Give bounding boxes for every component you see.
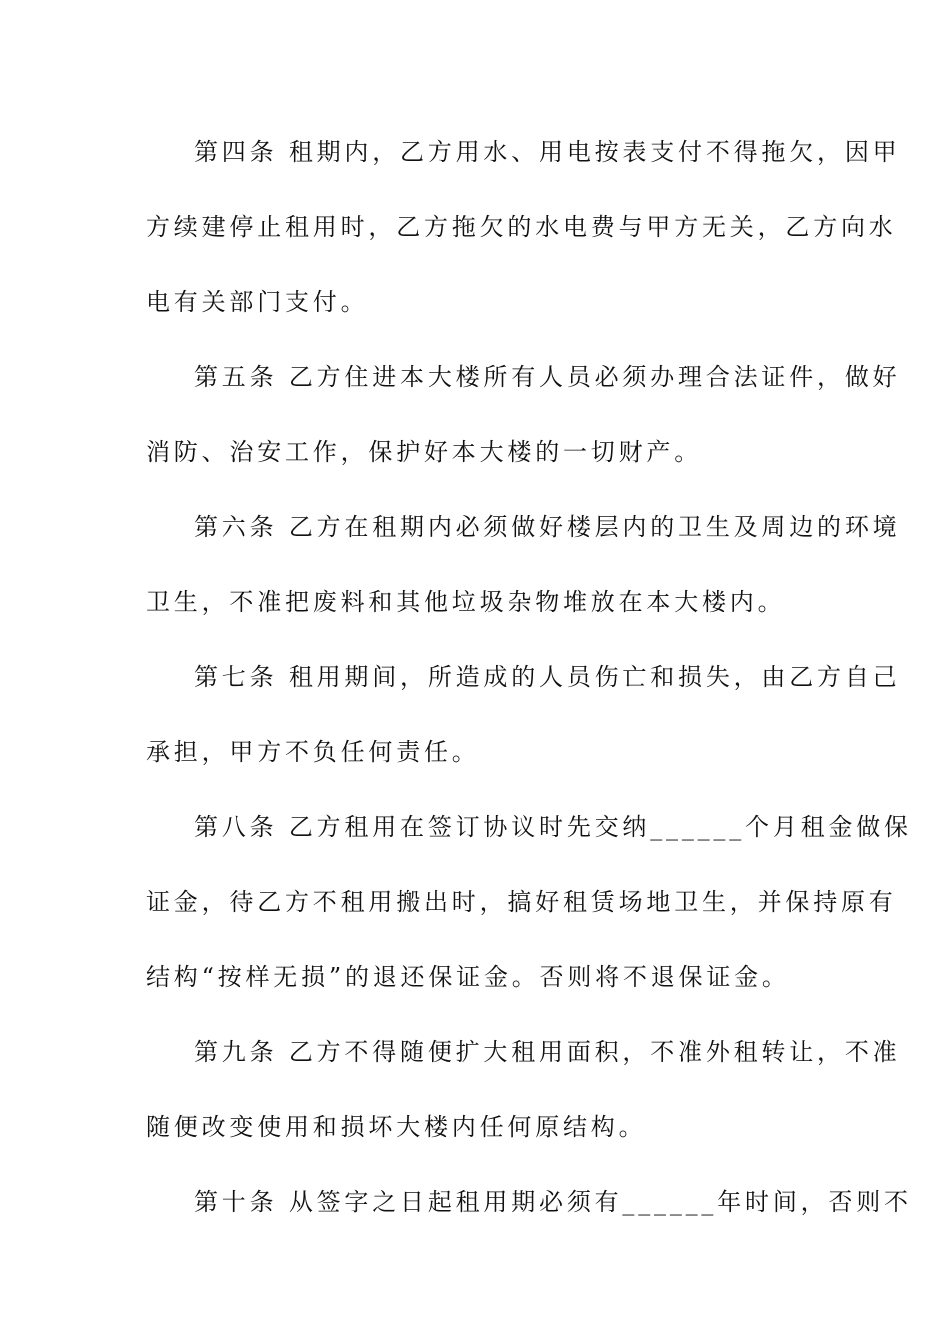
article-6-line-1: 第六条 乙方在租期内必须做好楼层内的卫生及周边的环境	[194, 513, 901, 541]
article-8-line-1: 第八条 乙方租用在签订协议时先交纳______个月租金做保	[194, 813, 912, 841]
article-4-line-3: 电有关部门支付。	[146, 288, 369, 316]
article-8-line-3: 结构“按样无损”的退还保证金。否则将不退保证金。	[146, 963, 790, 991]
article-4-line-2: 方续建停止租用时，乙方拖欠的水电费与甲方无关，乙方向水	[146, 213, 897, 241]
article-4-line-1: 第四条 租期内，乙方用水、用电按表支付不得拖欠，因甲	[194, 138, 901, 166]
article-6-line-2: 卫生，不准把废料和其他垃圾杂物堆放在本大楼内。	[146, 588, 786, 616]
article-7-line-1: 第七条 租用期间，所造成的人员伤亡和损失，由乙方自己	[194, 663, 901, 691]
article-5-line-1: 第五条 乙方住进本大楼所有人员必须办理合法证件，做好	[194, 363, 901, 391]
article-9-line-1: 第九条 乙方不得随便扩大租用面积，不准外租转让，不准	[194, 1038, 901, 1066]
article-10-line-1: 第十条 从签字之日起租用期必须有______年时间，否则不	[194, 1188, 912, 1216]
article-5-line-2: 消防、治安工作，保护好本大楼的一切财产。	[146, 438, 702, 466]
article-7-line-2: 承担，甲方不负任何责任。	[146, 738, 480, 766]
article-8-line-2: 证金，待乙方不租用搬出时，搞好租赁场地卫生，并保持原有	[146, 888, 897, 916]
article-9-line-2: 随便改变使用和损坏大楼内任何原结构。	[146, 1113, 647, 1141]
